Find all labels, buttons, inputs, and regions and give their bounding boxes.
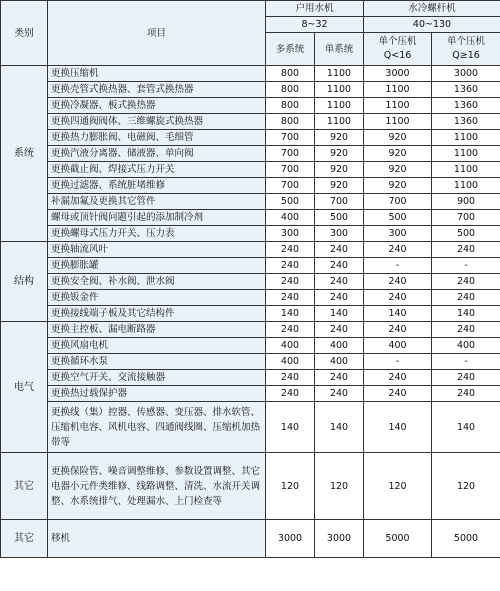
table-row: [1, 290, 500, 306]
price-cell: 900: [432, 194, 500, 210]
price-cell: 1100: [315, 82, 364, 98]
price-cell: 300: [266, 226, 315, 242]
price-cell: 1100: [364, 114, 432, 130]
item-cell: 更换轴流风叶: [48, 242, 266, 258]
category-cell: 其它: [1, 453, 48, 520]
price-cell: 500: [432, 226, 500, 242]
price-cell: 240: [364, 290, 432, 306]
price-cell: 140: [266, 402, 315, 453]
price-cell: 240: [315, 242, 364, 258]
header-household-range: 8~32: [266, 17, 364, 33]
price-cell: 300: [315, 226, 364, 242]
price-cell: 500: [266, 194, 315, 210]
price-cell: 700: [364, 194, 432, 210]
table-row: [1, 453, 500, 520]
item-cell: 更换循环水泵: [48, 354, 266, 370]
price-cell: 920: [364, 146, 432, 162]
price-cell: 300: [364, 226, 432, 242]
price-cell: 140: [432, 402, 500, 453]
price-cell: 240: [432, 290, 500, 306]
price-cell: 1100: [432, 146, 500, 162]
category-cell: 系统: [1, 66, 48, 242]
price-cell: 920: [364, 162, 432, 178]
price-cell: 5000: [432, 520, 500, 558]
price-cell: 240: [315, 370, 364, 386]
table-row: [1, 98, 500, 114]
category-cell: 其它: [1, 520, 48, 558]
price-cell: 120: [315, 453, 364, 520]
price-cell: 240: [364, 242, 432, 258]
table-row: [1, 82, 500, 98]
price-cell: 920: [315, 178, 364, 194]
table-row: [1, 322, 500, 338]
price-cell: 700: [315, 194, 364, 210]
price-cell: 240: [315, 258, 364, 274]
table-row: [1, 338, 500, 354]
price-cell: 140: [364, 306, 432, 322]
price-cell: 240: [266, 322, 315, 338]
table-row: [1, 130, 500, 146]
price-cell: 500: [315, 210, 364, 226]
header-q-lt-16: 单个压机 Q<16: [364, 33, 432, 66]
price-cell: 500: [364, 210, 432, 226]
table-row: [1, 210, 500, 226]
price-cell: 800: [266, 82, 315, 98]
item-cell: 更换钣金件: [48, 290, 266, 306]
price-cell: 400: [266, 338, 315, 354]
header-category: 类别: [1, 1, 48, 66]
item-cell: 螺母或顶针阀问题引起的添加制冷剂: [48, 210, 266, 226]
price-cell: 3000: [432, 66, 500, 82]
item-cell: 更换接线端子板及其它结构件: [48, 306, 266, 322]
price-cell: 240: [266, 242, 315, 258]
price-cell: 1360: [432, 82, 500, 98]
price-cell: 240: [364, 274, 432, 290]
table-row: [1, 242, 500, 258]
price-cell: 920: [315, 130, 364, 146]
price-cell: 120: [266, 453, 315, 520]
price-cell: 1100: [315, 114, 364, 130]
price-cell: 400: [364, 338, 432, 354]
item-cell: 更换主控板、漏电断路器: [48, 322, 266, 338]
price-cell: 400: [315, 338, 364, 354]
price-cell: -: [364, 258, 432, 274]
price-cell: 400: [432, 338, 500, 354]
price-cell: 240: [432, 322, 500, 338]
price-cell: 700: [266, 146, 315, 162]
table-row: [1, 178, 500, 194]
item-cell: 更换冷凝器、板式换热器: [48, 98, 266, 114]
price-cell: 800: [266, 66, 315, 82]
item-cell: 更换截止阀、焊接式压力开关: [48, 162, 266, 178]
price-cell: 140: [266, 306, 315, 322]
price-cell: 120: [364, 453, 432, 520]
price-cell: 1100: [315, 66, 364, 82]
price-cell: 240: [315, 322, 364, 338]
item-cell: 更换壳管式换热器、套管式换热器: [48, 82, 266, 98]
price-cell: 240: [432, 370, 500, 386]
item-cell: 更换四通阀阀体、三维螺旋式换热器: [48, 114, 266, 130]
price-cell: 700: [266, 162, 315, 178]
price-cell: -: [432, 354, 500, 370]
price-cell: 240: [266, 290, 315, 306]
table-row: [1, 370, 500, 386]
table-row: [1, 258, 500, 274]
price-cell: 120: [432, 453, 500, 520]
price-cell: 1100: [432, 130, 500, 146]
price-cell: 3000: [315, 520, 364, 558]
item-cell: 更换保险管、噪音调整维修、参数设置调整、其它电器小元件类维修、线路调整、清洗、水流开关调整、水系统排气、处理漏水、上门检查等: [48, 453, 266, 520]
price-cell: 3000: [364, 66, 432, 82]
price-cell: 400: [266, 210, 315, 226]
price-cell: 700: [432, 210, 500, 226]
price-cell: 1100: [364, 82, 432, 98]
item-cell: 更换空气开关、交流接触器: [48, 370, 266, 386]
price-cell: 400: [266, 354, 315, 370]
price-cell: 240: [315, 386, 364, 402]
table-row: [1, 402, 500, 453]
category-cell: 结构: [1, 242, 48, 322]
category-cell: 电气: [1, 322, 48, 453]
price-cell: 920: [364, 178, 432, 194]
header-household-group: 户用水机: [266, 1, 364, 17]
item-cell: 更换风扇电机: [48, 338, 266, 354]
item-cell: 补漏加氟及更换其它管件: [48, 194, 266, 210]
price-cell: 1360: [432, 114, 500, 130]
item-cell: 更换膨胀罐: [48, 258, 266, 274]
header-q-ge-16: 单个压机 Q≥16: [432, 33, 500, 66]
price-cell: 140: [364, 402, 432, 453]
price-cell: 240: [432, 386, 500, 402]
price-cell: 240: [364, 386, 432, 402]
price-cell: 700: [266, 178, 315, 194]
header-single-system: 单系统: [315, 33, 364, 66]
price-cell: 800: [266, 114, 315, 130]
item-cell: 更换汽液分离器、储液器、单向阀: [48, 146, 266, 162]
price-cell: 240: [432, 274, 500, 290]
price-cell: 240: [315, 274, 364, 290]
table-body: [1, 66, 500, 558]
table-row: [1, 162, 500, 178]
price-cell: 140: [315, 402, 364, 453]
item-cell: 移机: [48, 520, 266, 558]
table-row: [1, 386, 500, 402]
price-cell: 140: [315, 306, 364, 322]
price-cell: 800: [266, 98, 315, 114]
table-row: [1, 226, 500, 242]
header-screw-range: 40~130: [364, 17, 500, 33]
price-cell: 1100: [432, 178, 500, 194]
price-cell: 240: [266, 370, 315, 386]
price-cell: 240: [432, 242, 500, 258]
item-cell: 更换热过载保护器: [48, 386, 266, 402]
table-row: [1, 66, 500, 82]
price-cell: 400: [315, 354, 364, 370]
table-row: [1, 114, 500, 130]
price-cell: 240: [266, 274, 315, 290]
price-cell: 920: [364, 130, 432, 146]
item-cell: 更换螺母式压力开关、压力表: [48, 226, 266, 242]
item-cell: 更换压缩机: [48, 66, 266, 82]
price-cell: 240: [266, 386, 315, 402]
price-cell: 240: [364, 370, 432, 386]
table-row: [1, 194, 500, 210]
item-cell: 更换热力膨胀阀、电磁阀、毛细管: [48, 130, 266, 146]
price-cell: 700: [266, 130, 315, 146]
price-cell: 3000: [266, 520, 315, 558]
price-cell: -: [432, 258, 500, 274]
item-cell: 更换安全阀、补水阀、泄水阀: [48, 274, 266, 290]
price-cell: 920: [315, 146, 364, 162]
item-cell: 更换线（集）控器、传感器、变压器、排水软管、压缩机电容、风机电容、四通阀线圈、压缩机加热带等: [48, 402, 266, 453]
price-cell: 1100: [364, 98, 432, 114]
table-row: [1, 354, 500, 370]
price-cell: 240: [364, 322, 432, 338]
price-cell: 5000: [364, 520, 432, 558]
price-cell: 240: [266, 258, 315, 274]
price-cell: 1360: [432, 98, 500, 114]
table-row: [1, 306, 500, 322]
item-cell: 更换过滤器、系统脏堵维修: [48, 178, 266, 194]
header-screw-group: 水冷螺杆机: [364, 1, 500, 17]
table-row: [1, 146, 500, 162]
price-cell: 920: [315, 162, 364, 178]
price-cell: 240: [315, 290, 364, 306]
price-cell: 140: [432, 306, 500, 322]
price-cell: 1100: [315, 98, 364, 114]
table-row: [1, 520, 500, 558]
price-cell: -: [364, 354, 432, 370]
price-cell: 1100: [432, 162, 500, 178]
header-multi-system: 多系统: [266, 33, 315, 66]
table-row: [1, 274, 500, 290]
header-item: 项目: [48, 1, 266, 66]
